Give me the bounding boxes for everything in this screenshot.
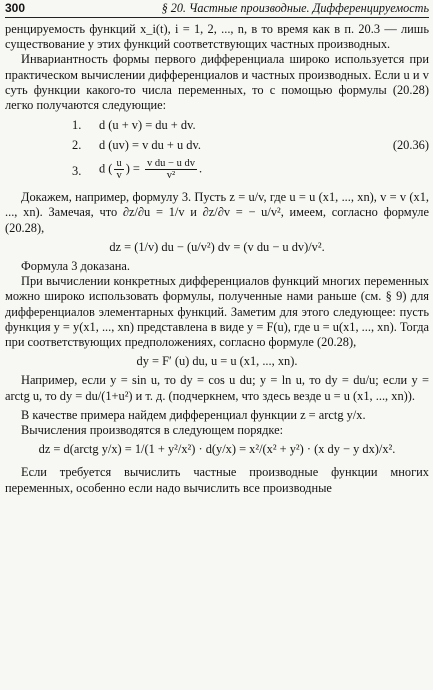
- paragraph-4: Формула 3 доказана.: [21, 259, 131, 274]
- fraction-denominator: v²: [166, 170, 176, 182]
- body-text: [5, 22, 429, 496]
- paragraph-2: Инвариантность формы первого дифференциала широко используется при практическом вычислении дифференциалов и частных производных. Если u и v суть функции какого-то числа переменных, то с помощью формулы (20.28) легко получаются следующие:: [5, 52, 429, 113]
- formula-2-body: d (uv) = v du + u dv.: [99, 138, 201, 153]
- formula-3-equals: =: [132, 161, 140, 176]
- paragraph-7: В качестве примера найдем дифференциал функции z = arctg y/x.: [21, 407, 366, 422]
- formula-3: [5, 156, 429, 186]
- page-number: 300: [5, 1, 26, 15]
- formula-1: [5, 116, 429, 136]
- paragraph-9: Если требуется вычислить частные производные функции многих переменных, особенно если надо вычислить все производные: [5, 465, 429, 495]
- formula-1-body: d (u + v) = du + dv.: [99, 118, 196, 133]
- display-formula-2: dy = F′ (u) du, u = u (x1, ..., xn).: [136, 354, 298, 369]
- display-formula-3: dz = d(arctg y/x) = 1/(1 + y²/x²) · d(y/x) = x²/(x² + y²) · (x dy − y dx)/x².: [38, 442, 396, 457]
- paragraph-1: ренцируемость функций x_i(t), i = 1, 2, ..., n, в то время как в п. 20.3 — лишь существование у этих функций соответствующих частных производных.: [5, 22, 429, 52]
- formula-2: [5, 136, 429, 156]
- fraction-numerator: u: [116, 158, 122, 170]
- paragraph-6: Например, если y = sin u, то dy = cos u du; y = ln u, то dy = du/u; если y = arctg u, то dy = du/(1+u²) и т. д. (подчеркнем, что здесь везде u = u (x1, ..., xn)).: [5, 373, 429, 403]
- fraction-result: [145, 158, 197, 181]
- fraction-u-v: [114, 158, 123, 181]
- formula-2-number: 2.: [72, 138, 82, 153]
- paragraph-5: При вычислении конкретных дифференциалов функций многих переменных можно широко использовать формулы, полученные нами раньше (см. § 9) для дифференциалов элементарных функций. Заметим для этого следующее: пусть функция y = y(x1, ..., xn) представлена в виде y = F(u), где u = u(x1, ..., xn). Тогда при соответствующих предположениях, согласно формуле (20.28),: [5, 274, 429, 350]
- formula-tag: (20.36): [392, 138, 429, 153]
- paragraph-3: Докажем, например, формулу 3. Пусть z = u/v, где u = u (x1, ..., xn), v = v (x1, ..., xn). Замечая, что ∂z/∂u = 1/v и ∂z/∂v = − u/v², имеем, согласно формуле (20.28),: [5, 190, 429, 235]
- page-header: [5, 1, 429, 17]
- running-title: § 20. Частные производные. Дифференцируемость: [161, 1, 429, 15]
- formula-3-body: d ( $\frac{u}{v}$ ) = $\frac{\text{v du − u dv}}{\text{v²}}$ .: [99, 158, 203, 182]
- header-rule: [5, 17, 429, 18]
- formula-1-number: 1.: [72, 118, 82, 133]
- formula-3-number: 3.: [72, 164, 82, 179]
- paragraph-8: Вычисления производятся в следующем порядке:: [21, 423, 284, 438]
- fraction-denominator: v: [116, 170, 122, 182]
- display-formula-1: dz = (1/v) du − (u/v²) dv = (v du − u dv)/v².: [109, 239, 325, 254]
- formula-3-d: d: [99, 161, 106, 176]
- fraction-numerator: v du − u dv: [147, 158, 195, 170]
- formula-list: [5, 116, 429, 186]
